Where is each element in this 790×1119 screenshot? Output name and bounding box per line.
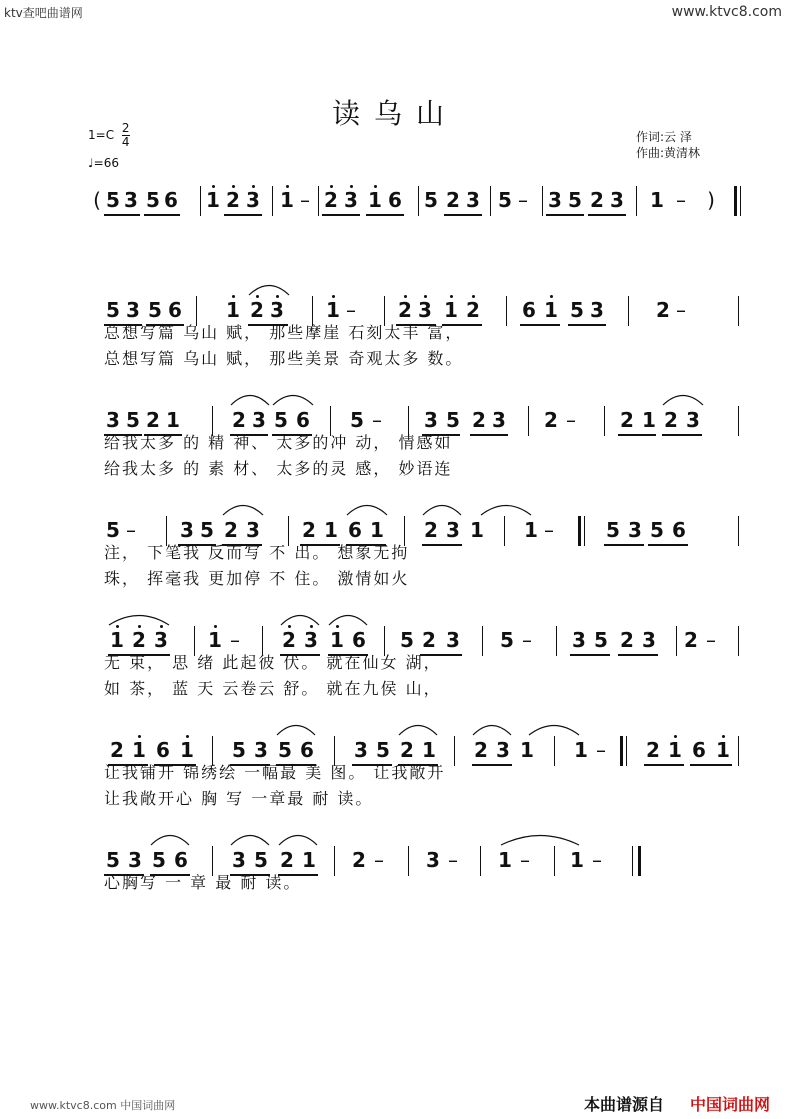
bar-line	[334, 846, 335, 876]
note-2: 2	[424, 518, 438, 542]
note-1: 1	[570, 848, 584, 872]
note-3: 3	[154, 628, 168, 652]
note-1: 1	[206, 188, 220, 212]
note-2: 2	[620, 408, 634, 432]
note-5: 5	[148, 298, 162, 322]
note-3: 3	[548, 188, 562, 212]
bar-line	[554, 736, 555, 766]
note-3: 3	[354, 738, 368, 762]
note-2: 2	[132, 628, 146, 652]
dash-mark: –	[592, 848, 602, 872]
note-2: 2	[302, 518, 316, 542]
note-3: 3	[252, 408, 266, 432]
key-label: 1=C	[88, 128, 115, 142]
note-3: 3	[610, 188, 624, 212]
dash-mark: –	[300, 188, 310, 212]
note-2: 2	[324, 188, 338, 212]
time-numerator: 2	[121, 121, 130, 135]
note-6: 6	[522, 298, 536, 322]
site-name-left: ktv查吧曲谱网	[4, 6, 83, 20]
note-1: 1	[668, 738, 682, 762]
note-3: 3	[590, 298, 604, 322]
lyricist-credit: 作词:云 泽	[636, 130, 692, 144]
note-2: 2	[224, 518, 238, 542]
note-3: 3	[424, 408, 438, 432]
note-2: 2	[232, 408, 246, 432]
beam-underline	[520, 324, 560, 326]
octave-dot-high	[186, 735, 189, 738]
note-2: 2	[684, 628, 698, 652]
beam-underline	[570, 654, 610, 656]
note-2: 2	[400, 738, 414, 762]
note-1: 1	[330, 628, 344, 652]
slur-arc	[276, 722, 316, 736]
note-3: 3	[106, 408, 120, 432]
octave-dot-high	[472, 295, 475, 298]
octave-dot-high	[214, 625, 217, 628]
note-2: 2	[226, 188, 240, 212]
lyric-line-5a: 让我铺开 锦绣绘 一幅最 美 图。 让我敞开	[104, 763, 446, 782]
lyric-line-4a: 无 束， 思 绪 此起彼 伏。 就在仙女 湖，	[104, 653, 442, 672]
dash-mark: –	[522, 628, 532, 652]
note-1: 1	[208, 628, 222, 652]
bar-line	[626, 736, 627, 766]
slur-arc	[662, 392, 704, 406]
note-3: 3	[344, 188, 358, 212]
note-5: 5	[106, 298, 120, 322]
dash-mark: –	[566, 408, 576, 432]
octave-dot-high	[138, 735, 141, 738]
note-5: 5	[500, 628, 514, 652]
note-6: 6	[672, 518, 686, 542]
note-6: 6	[156, 738, 170, 762]
note-1: 1	[302, 848, 316, 872]
note-5: 5	[106, 848, 120, 872]
beam-underline	[618, 654, 658, 656]
note-3: 3	[686, 408, 700, 432]
note-1: 1	[716, 738, 730, 762]
note-5: 5	[146, 188, 160, 212]
octave-dot-high	[330, 185, 333, 188]
lyric-line-3b: 珠， 挥毫我 更加停 不 住。 激情如火	[104, 569, 410, 588]
bar-line	[408, 846, 409, 876]
bar-line	[554, 846, 555, 876]
bar-line	[272, 186, 273, 216]
note-2: 2	[590, 188, 604, 212]
note-6: 6	[164, 188, 178, 212]
beam-underline	[224, 214, 262, 216]
note-2: 2	[472, 408, 486, 432]
slur-arc	[150, 832, 190, 846]
slur-arc	[328, 612, 368, 626]
bar-line	[454, 736, 455, 766]
bar-line	[738, 296, 739, 326]
note-2: 2	[146, 408, 160, 432]
note-5: 5	[106, 518, 120, 542]
bar-line	[578, 516, 581, 546]
lyric-line-6a: 心胸写 一 章 最 耐 读。	[104, 873, 302, 892]
tempo-mark: ♩=66	[88, 156, 119, 170]
note-5: 5	[446, 408, 460, 432]
slur-arc	[346, 502, 388, 516]
note-3: 3	[246, 518, 260, 542]
slur-arc	[248, 282, 290, 296]
dash-mark: –	[448, 848, 458, 872]
beam-underline	[470, 434, 508, 436]
slur-arc	[480, 502, 532, 516]
note-2: 2	[398, 298, 412, 322]
dash-mark: –	[706, 628, 716, 652]
note-1: 1	[444, 298, 458, 322]
time-denominator: 4	[121, 135, 130, 149]
note-1: 1	[324, 518, 338, 542]
note-3: 3	[270, 298, 284, 322]
note-1: 1	[524, 518, 538, 542]
note-6: 6	[300, 738, 314, 762]
note-3: 3	[492, 408, 506, 432]
note-1: 1	[642, 408, 656, 432]
intro-paren-close: )	[707, 188, 715, 212]
beam-underline	[322, 214, 360, 216]
note-2: 2	[422, 628, 436, 652]
note-5: 5	[254, 848, 268, 872]
octave-dot-high	[252, 185, 255, 188]
octave-dot-high	[350, 185, 353, 188]
dash-mark: –	[596, 738, 606, 762]
intro-paren-open: (	[93, 188, 101, 212]
note-5: 5	[498, 188, 512, 212]
dash-mark: –	[372, 408, 382, 432]
note-3: 3	[254, 738, 268, 762]
note-3: 3	[426, 848, 440, 872]
beam-underline	[604, 544, 644, 546]
note-2: 2	[466, 298, 480, 322]
note-1: 1	[422, 738, 436, 762]
octave-dot-high	[550, 295, 553, 298]
slur-arc	[280, 612, 320, 626]
note-6: 6	[352, 628, 366, 652]
bar-line	[738, 736, 739, 766]
bar-line	[482, 626, 483, 656]
note-3: 3	[246, 188, 260, 212]
octave-dot-high	[450, 295, 453, 298]
note-2: 2	[544, 408, 558, 432]
slur-arc	[472, 722, 512, 736]
note-2: 2	[352, 848, 366, 872]
octave-dot-high	[674, 735, 677, 738]
note-5: 5	[152, 848, 166, 872]
slur-arc	[398, 722, 438, 736]
note-1: 1	[544, 298, 558, 322]
note-1: 1	[520, 738, 534, 762]
note-3: 3	[642, 628, 656, 652]
dash-mark: –	[520, 848, 530, 872]
site-url-right: www.ktvc8.com	[671, 4, 782, 20]
lyric-line-1b: 总想写篇 乌山 赋， 那些美景 奇观太多 数。	[104, 349, 464, 368]
beam-underline	[648, 544, 688, 546]
bar-line	[490, 186, 491, 216]
bar-line	[200, 186, 201, 216]
bar-line	[676, 626, 677, 656]
bar-line	[628, 296, 629, 326]
repeat-start-thin	[740, 186, 741, 216]
note-1: 1	[370, 518, 384, 542]
note-3: 3	[128, 848, 142, 872]
note-5: 5	[606, 518, 620, 542]
note-2: 2	[110, 738, 124, 762]
slur-arc	[500, 832, 580, 846]
octave-dot-high	[286, 185, 289, 188]
note-1: 1	[470, 518, 484, 542]
note-5: 5	[650, 518, 664, 542]
bar-line	[620, 736, 623, 766]
octave-dot-high	[404, 295, 407, 298]
dash-mark: –	[346, 298, 356, 322]
beam-underline	[644, 764, 684, 766]
note-1: 1	[326, 298, 340, 322]
time-signature	[122, 122, 130, 149]
note-2: 2	[446, 188, 460, 212]
bar-line	[528, 406, 529, 436]
bar-line	[584, 516, 585, 546]
lyric-line-3a: 注， 下笔我 反而写 不 出。 想象无拘	[104, 543, 410, 562]
note-1: 1	[280, 188, 294, 212]
dash-mark: –	[230, 628, 240, 652]
note-6: 6	[348, 518, 362, 542]
note-5: 5	[274, 408, 288, 432]
bar-line	[418, 186, 419, 216]
note-5: 5	[200, 518, 214, 542]
note-2: 2	[656, 298, 670, 322]
note-1: 1	[368, 188, 382, 212]
note-1: 1	[574, 738, 588, 762]
note-2: 2	[646, 738, 660, 762]
note-3: 3	[446, 628, 460, 652]
note-6: 6	[388, 188, 402, 212]
note-3: 3	[180, 518, 194, 542]
note-5: 5	[350, 408, 364, 432]
note-1: 1	[226, 298, 240, 322]
note-6: 6	[174, 848, 188, 872]
octave-dot-high	[722, 735, 725, 738]
note-2: 2	[250, 298, 264, 322]
composer-credit: 作曲:黄清林	[636, 146, 701, 160]
bar-line	[738, 406, 739, 436]
note-1: 1	[132, 738, 146, 762]
lyric-line-4b: 如 茶， 蓝 天 云卷云 舒。 就在九侯 山，	[104, 679, 442, 698]
slur-arc	[272, 392, 314, 406]
note-6: 6	[692, 738, 706, 762]
slur-arc	[422, 502, 462, 516]
note-3: 3	[496, 738, 510, 762]
slur-arc	[230, 832, 270, 846]
beam-underline	[366, 214, 404, 216]
bar-line	[542, 186, 543, 216]
slur-arc	[230, 392, 270, 406]
note-1: 1	[650, 188, 664, 212]
bar-line	[318, 186, 319, 216]
lyric-line-5b: 让我敞开心 胸 写 一章最 耐 读。	[104, 789, 374, 808]
bar-line	[480, 846, 481, 876]
lyric-line-2a: 给我太多 的 精 神、 太多的冲 动， 情感如	[104, 433, 453, 452]
bar-line	[504, 516, 505, 546]
note-3: 3	[124, 188, 138, 212]
note-5: 5	[594, 628, 608, 652]
slur-arc	[278, 832, 318, 846]
note-5: 5	[424, 188, 438, 212]
beam-underline	[690, 764, 732, 766]
bar-line	[636, 186, 637, 216]
note-6: 6	[168, 298, 182, 322]
beam-underline	[144, 214, 180, 216]
octave-dot-high	[232, 185, 235, 188]
note-2: 2	[664, 408, 678, 432]
note-6: 6	[296, 408, 310, 432]
dash-mark: –	[676, 188, 686, 212]
octave-dot-high	[424, 295, 427, 298]
bar-line	[738, 516, 739, 546]
note-5: 5	[278, 738, 292, 762]
note-2: 2	[620, 628, 634, 652]
bar-line	[556, 626, 557, 656]
bar-line	[632, 846, 633, 876]
note-3: 3	[232, 848, 246, 872]
note-1: 1	[166, 408, 180, 432]
note-2: 2	[280, 848, 294, 872]
dash-mark: –	[126, 518, 136, 542]
dash-mark: –	[374, 848, 384, 872]
note-5: 5	[126, 408, 140, 432]
note-3: 3	[628, 518, 642, 542]
note-3: 3	[418, 298, 432, 322]
octave-dot-high	[212, 185, 215, 188]
beam-underline	[588, 214, 626, 216]
note-3: 3	[572, 628, 586, 652]
bar-line	[638, 846, 641, 876]
dash-mark: –	[544, 518, 554, 542]
note-1: 1	[498, 848, 512, 872]
note-1: 1	[110, 628, 124, 652]
octave-dot-high	[332, 295, 335, 298]
note-5: 5	[232, 738, 246, 762]
beam-underline	[662, 434, 702, 436]
bar-line	[738, 626, 739, 656]
octave-dot-high	[232, 295, 235, 298]
slur-arc	[528, 722, 580, 736]
note-5: 5	[400, 628, 414, 652]
beam-underline	[618, 434, 656, 436]
beam-underline	[104, 214, 140, 216]
note-5: 5	[106, 188, 120, 212]
note-5: 5	[376, 738, 390, 762]
beam-underline	[568, 324, 606, 326]
bar-line	[604, 406, 605, 436]
note-3: 3	[126, 298, 140, 322]
dash-mark: –	[518, 188, 528, 212]
source-label: 本曲谱源自	[584, 1095, 665, 1114]
note-3: 3	[304, 628, 318, 652]
bar-line	[506, 296, 507, 326]
note-2: 2	[282, 628, 296, 652]
beam-underline	[422, 544, 462, 546]
note-3: 3	[466, 188, 480, 212]
source-site[interactable]: 中国词曲网	[690, 1095, 771, 1114]
note-5: 5	[570, 298, 584, 322]
lyric-line-2b: 给我太多 的 素 材、 太多的灵 感， 妙语连	[104, 459, 453, 478]
footer-watermark: www.ktvc8.com 中国词曲网	[30, 1099, 176, 1112]
dash-mark: –	[676, 298, 686, 322]
note-5: 5	[568, 188, 582, 212]
note-1: 1	[180, 738, 194, 762]
slur-arc	[108, 612, 170, 626]
lyric-line-1a: 总想写篇 乌山 赋， 那些摩崖 石刻太丰 富，	[104, 323, 464, 342]
key-signature	[88, 122, 130, 149]
beam-underline	[546, 214, 584, 216]
beam-underline	[444, 214, 482, 216]
repeat-start-bar	[734, 186, 737, 216]
beam-underline	[472, 764, 512, 766]
octave-dot-high	[374, 185, 377, 188]
song-title: 读乌山	[331, 97, 458, 130]
note-2: 2	[474, 738, 488, 762]
slur-arc	[222, 502, 264, 516]
note-3: 3	[446, 518, 460, 542]
